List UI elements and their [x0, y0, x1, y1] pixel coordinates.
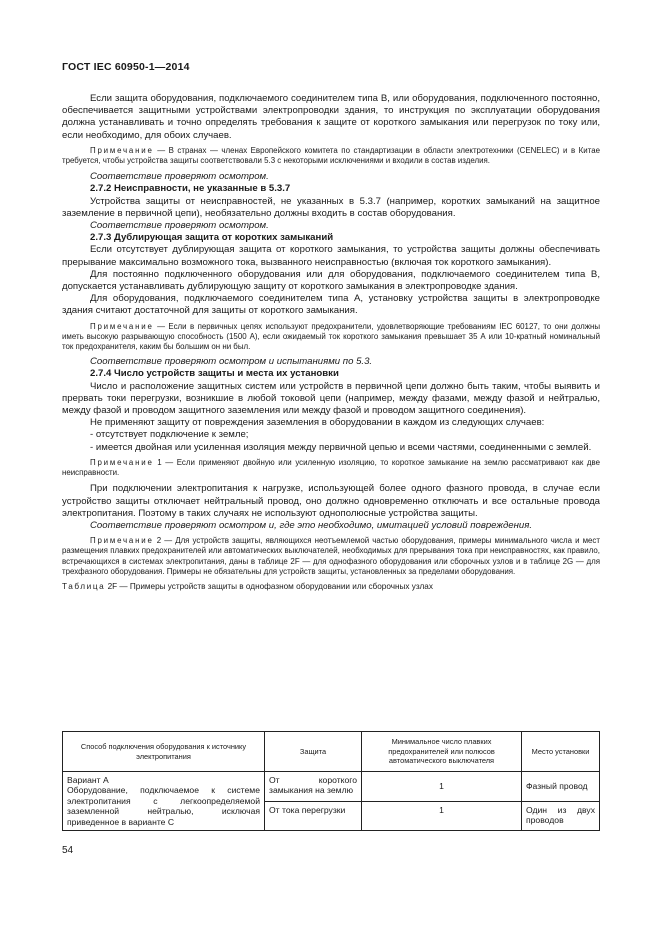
compliance-check: Соответствие проверяют осмотром.: [90, 171, 269, 183]
list-item: - отсутствует подключение к земле;: [90, 429, 249, 441]
paragraph: Если защита оборудования, подключаемого соединителем типа В, или оборудования, подключенного постоянно, обеспечивается защитными устройствами электропроводки здания, то инструкция по эксплуатации оборудования должна устанавливать и точно определять требования к защите от короткого замыкания или перегрузок по току или, если необходимо, для обоих случаев.: [62, 93, 600, 141]
compliance-check: Соответствие проверяют осмотром и испытаниями по 5.3.: [90, 356, 373, 368]
note-text: 1 — Если применяют двойную или усиленную изоляцию, то короткое замыкание на землю рассматривают как две неисправности.: [62, 457, 600, 478]
note: [62, 458, 600, 478]
note-text: 2 — Для устройств защиты, являющихся неотъемлемой частью оборудования, примеры минимального числа и мест размещения плавких предохранителей или автоматических выключателей, необходимых для прерывания тока при неисправностях, как правило, встречающихся в системах электропитания, даны в таблице 2F — для однофазного оборудования или сборочных узлов и в таблице 2G — для трехфазного оборудования. Примеры не обязательны для устройств защиты, установленных за пределами оборудования.: [62, 536, 600, 576]
paragraph: При подключении электропитания к нагрузке, использующей более одного фазного провода, в случае если устройство защиты отключает нейтральный провод, оно должно одновременно отключать и все остальные провода электропитания. Поэтому в таких случаях не используют однополюсные устройства защиты.: [62, 483, 600, 519]
page-number: 54: [62, 845, 74, 856]
section-heading: 2.7.2 Неисправности, не указанные в 5.3.7: [90, 183, 291, 195]
paragraph: Не применяют защиту от повреждения заземления в оборудовании в каждом из следующих случаев:: [90, 417, 545, 429]
table-row: [63, 772, 600, 802]
table-caption-text: 2F — Примеры устройств защиты в однофазном оборудовании или сборочных узлах: [105, 581, 433, 591]
section-heading: 2.7.3 Дублирующая защита от коротких замыканий: [90, 232, 334, 244]
column-header-method: Способ подключения оборудования к источнику электропитания: [63, 732, 265, 772]
paragraph: Если отсутствует дублирующая защита от короткого замыкания, то устройства защиты должны обеспечивать прерывание максимально возможного тока, вызванного неисправностью (включая ток короткого замыкания).: [62, 244, 600, 268]
note: [62, 322, 600, 353]
table-cell-protection: От короткого замыкания на землю: [265, 772, 362, 802]
table-header-row: [63, 732, 600, 772]
document-body: [62, 93, 600, 592]
note-label: Примечание: [90, 321, 154, 331]
table-caption: [62, 582, 600, 592]
note-label: Примечание: [90, 145, 154, 155]
table-cell-protection: От тока перегрузки: [265, 801, 362, 831]
compliance-check: Соответствие проверяют осмотром и, где это необходимо, имитацией условий повреждения.: [90, 519, 533, 531]
list-item: - имеется двойная или усиленная изоляция между первичной цепью и всеми частями, соединенными с землей.: [90, 441, 592, 453]
compliance-check: Соответствие проверяют осмотром.: [90, 220, 269, 232]
paragraph: Число и расположение защитных систем или устройств в первичной цепи должно быть таким, чтобы выявить и прервать токи перегрузки, возникшие в любой токовой цепи (например, между фазами, между фазой и нейтралью, между фазой и проводом защитного заземления или между фазой и проводом защитного соединения).: [62, 380, 600, 417]
note-label: Примечание: [90, 457, 154, 467]
table-cell-location: Фазный провод: [522, 772, 600, 802]
standard-header: ГОСТ IEC 60950-1—2014: [62, 61, 190, 73]
note-text: — Если в первичных цепях используют предохранители, удовлетворяющие требованиям IEC 60127, то они должны иметь высокую разрывающую способность (1500 А), если ожидаемый ток короткого замыкания превышает 35 А или 10-кратный номинальный ток предохранителя, каким бы большим он ни был.: [62, 321, 600, 352]
table-cell-method: Вариант А Оборудование, подключаемое к системе электропитания с легкоопределяемой заземленной нейтралью, исключая приведенное в варианте С: [63, 772, 265, 831]
paragraph: Для оборудования, подключаемого соединителем типа А, установку устройства защиты в электропроводке здания считают достаточной для защиты от короткого замыкания.: [62, 293, 600, 317]
table-cell-count: 1: [362, 801, 522, 831]
column-header-min-count: Минимальное число плавких предохранителей или полюсов автоматического выключателя: [362, 732, 522, 772]
column-header-location: Место установки: [522, 732, 600, 772]
table-cell-count: 1: [362, 772, 522, 802]
paragraph: Для постоянно подключенного оборудования или для оборудования, подключаемого соединителем типа В, допускается устанавливать дублирующую защиту от короткого замыкания в электропроводке здания.: [62, 268, 600, 293]
table-cell-location: Один из двух проводов: [522, 801, 600, 831]
table-caption-label: Таблица: [62, 581, 106, 591]
note-label: Примечание: [90, 536, 154, 546]
column-header-protection: Защита: [265, 732, 362, 772]
protection-table: [62, 731, 600, 831]
note: [62, 146, 600, 166]
section-heading: 2.7.4 Число устройств защиты и места их установки: [90, 368, 339, 380]
note-text: — В странах — членах Европейского комитета по стандартизации в области электротехники (CENELEC) и в Китае требуется, чтобы устройства защиты соответствовали 5.3 с некоторыми исключениями и входили в состав изделия.: [62, 145, 600, 166]
paragraph: Устройства защиты от неисправностей, не указанных в 5.3.7 (например, коротких замыканий на защитное заземление в первичной цепи), необязательно должны входить в состав оборудования.: [62, 195, 600, 219]
note: [62, 536, 600, 577]
